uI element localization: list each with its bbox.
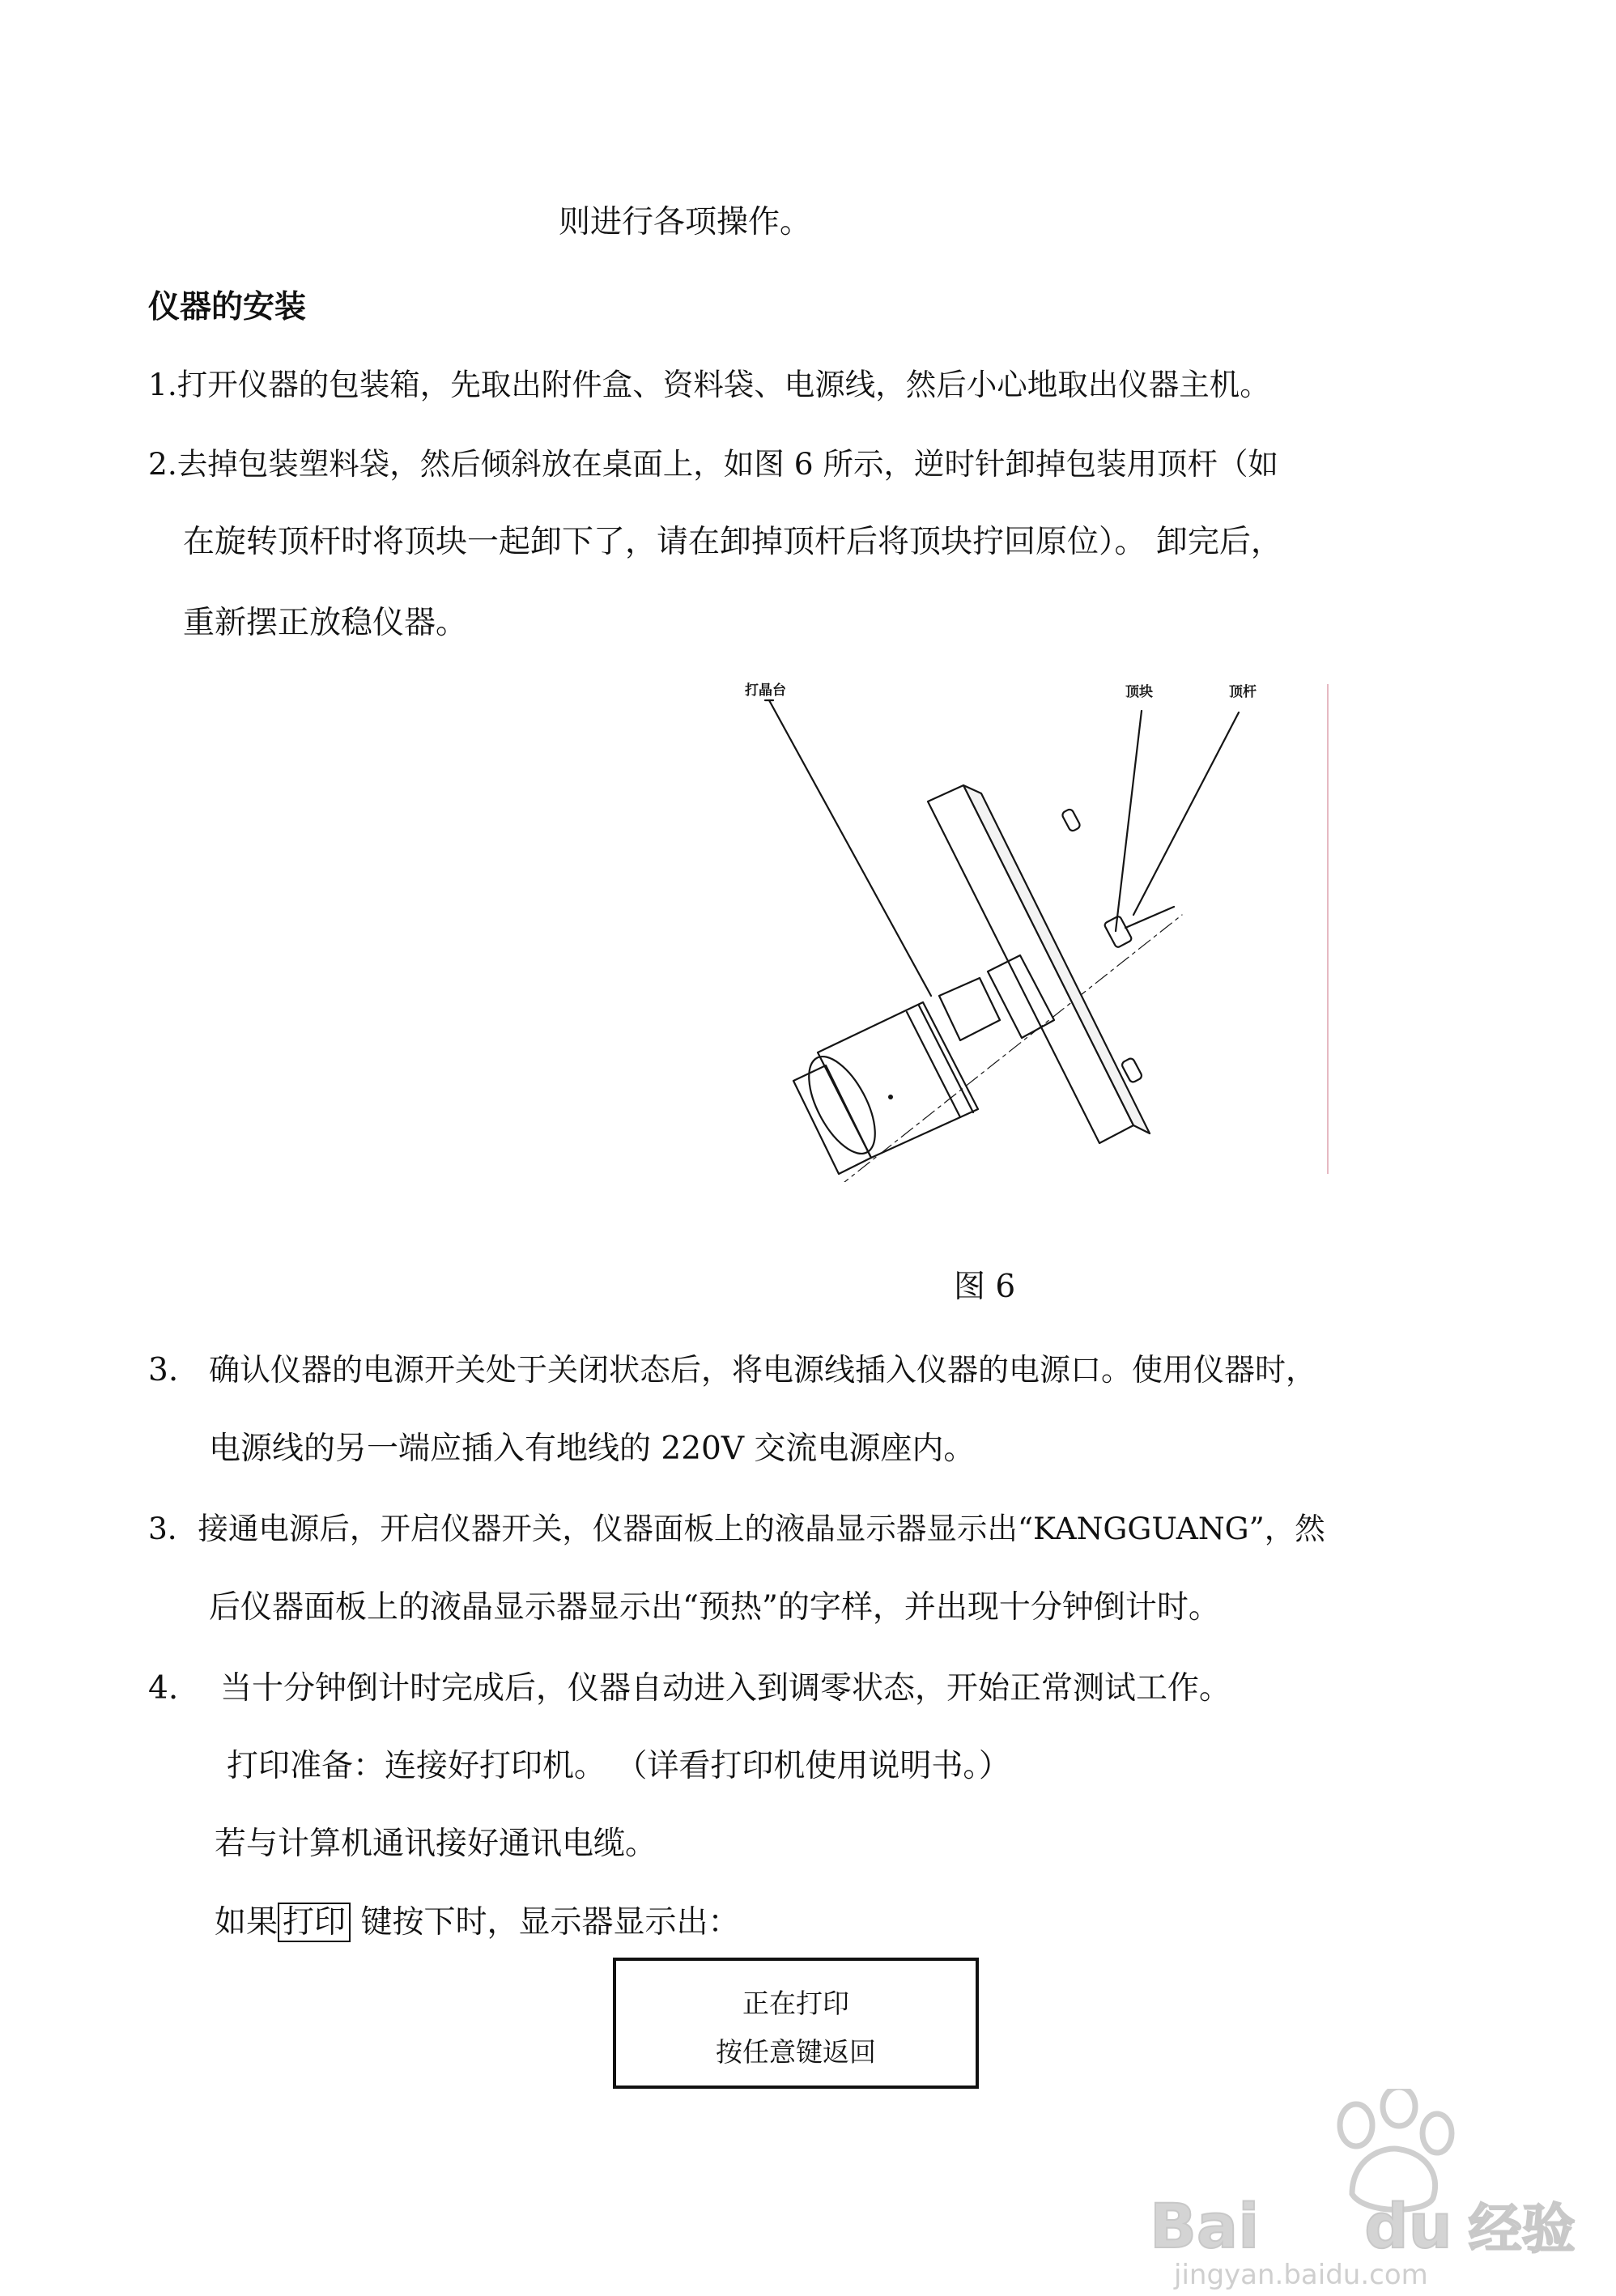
cylinder-ring-1 xyxy=(907,1012,960,1117)
watermark-du: du xyxy=(1364,2190,1452,2262)
step-3a-number: 3. xyxy=(148,1352,179,1388)
display-line-1: 正在打印 xyxy=(742,1988,849,2019)
step-4-line-1: 当十分钟倒计时完成后，仪器自动进入到调零状态，开始正常测试工作。 xyxy=(220,1670,1231,1707)
step-3a-line-2: 电源线的另一端应插入有地线的 220V 交流电源座内。 xyxy=(209,1431,976,1467)
print-key-box: 打印 xyxy=(278,1903,351,1942)
watermark-brand xyxy=(1150,2186,1576,2263)
step-3b-line-1: 3．接通电源后，开启仪器开关，仪器面板上的液晶显示器显示出“KANGGUANG”，然 xyxy=(148,1511,1325,1546)
intro-continuation: 则进行各项操作。 xyxy=(559,204,812,240)
watermark-bai: Bai xyxy=(1150,2190,1260,2262)
leader-platform-line xyxy=(769,700,931,996)
axis-line xyxy=(793,915,1182,1182)
print-key-line xyxy=(215,1904,740,1941)
instrument-diagram xyxy=(721,672,1336,1182)
cylinder-dot xyxy=(888,1095,893,1099)
cylinder-ring-2 xyxy=(919,1006,973,1112)
label-platform: 打晶台 xyxy=(745,682,786,699)
print-key-suffix: 键按下时，显示器显示出： xyxy=(360,1904,740,1941)
mounting-plate-side xyxy=(963,785,1150,1133)
step-3a-line-1: 确认仪器的电源开关处于关闭状态后，将电源线插入仪器的电源口。使用仪器时， xyxy=(209,1352,1317,1388)
baidu-jingyan-watermark xyxy=(1150,2089,1603,2291)
leader-rod-line xyxy=(1133,712,1239,915)
top-block xyxy=(1104,916,1132,948)
step-2-line-3: 重新摆正放稳仪器。 xyxy=(183,605,468,641)
figure-caption: 图 6 xyxy=(954,1269,1016,1305)
top-rod xyxy=(1125,907,1174,928)
bolt-bottom xyxy=(1121,1057,1142,1083)
communication-note: 若与计算机通讯接好通讯电缆。 xyxy=(215,1826,657,1862)
print-key-prefix: 如果 xyxy=(215,1904,279,1941)
display-line-2: 按任意键返回 xyxy=(716,2036,876,2068)
flange xyxy=(939,978,1000,1040)
cylinder-face xyxy=(796,1047,889,1164)
lcd-display-box xyxy=(613,1958,979,2089)
step-4-number: 4. xyxy=(148,1670,179,1707)
bolt-top xyxy=(1061,808,1082,832)
step-1: 1.打开仪器的包装箱，先取出附件盒、资料袋、电源线，然后小心地取出仪器主机。 xyxy=(148,367,1270,402)
step-3b-line-2: 后仪器面板上的液晶显示器显示出“预热”的字样，并出现十分钟倒计时。 xyxy=(209,1589,1220,1626)
label-block: 顶块 xyxy=(1125,684,1153,700)
step-2-line-1: 2.去掉包装塑料袋，然后倾斜放在桌面上，如图 6 所示，逆时针卸掉包装用顶杆（如 xyxy=(148,446,1278,482)
step-2-line-2: 在旋转顶杆时将顶块一起卸下了，请在卸掉顶杆后将顶块拧回原位）。 卸完后， xyxy=(183,524,1282,560)
watermark-jingyan: 经验 xyxy=(1468,2198,1576,2260)
print-preparation: 打印准备：连接好打印机。 （详看打印机使用说明书。） xyxy=(227,1748,1010,1784)
connecting-shaft xyxy=(988,955,1054,1038)
leader-block-line xyxy=(1116,711,1142,931)
section-title: 仪器的安装 xyxy=(148,289,307,325)
label-rod: 顶杆 xyxy=(1229,684,1257,700)
watermark-url: jingyan.baidu.com xyxy=(1174,2259,1428,2291)
mounting-plate xyxy=(928,785,1133,1143)
